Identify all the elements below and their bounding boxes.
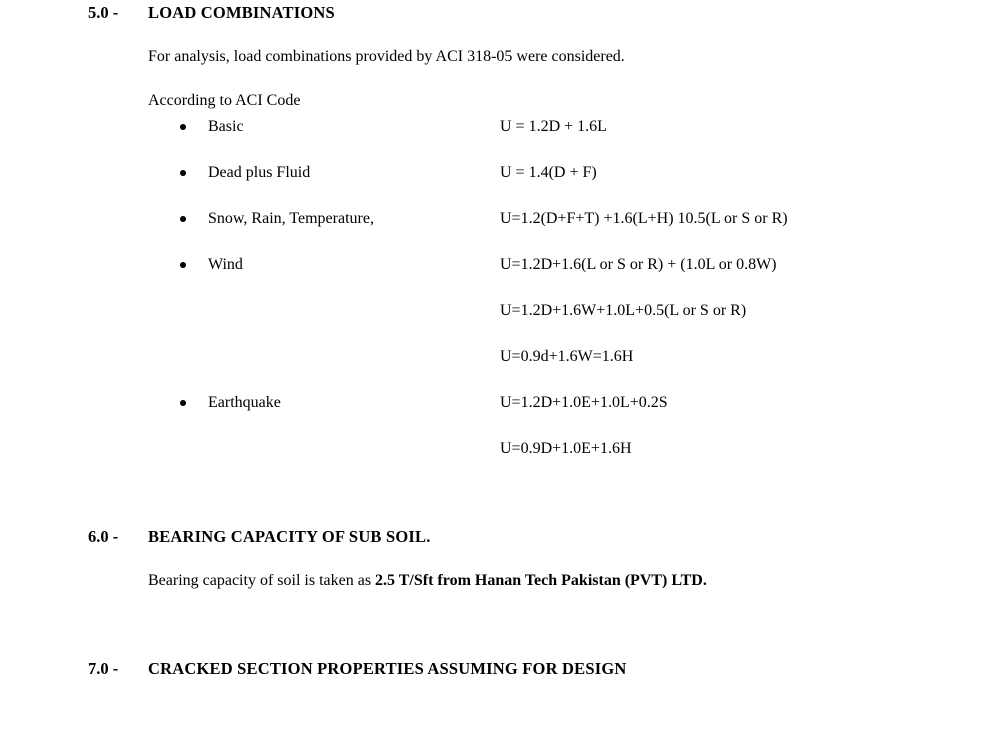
combination-label: Earthquake bbox=[208, 394, 281, 411]
bearing-capacity-text-bold: 2.5 T/Sft from Hanan Tech Pakistan (PVT) LTD. bbox=[375, 572, 707, 589]
list-item bbox=[148, 208, 940, 230]
combination-formula: U = 1.4(D + F) bbox=[500, 164, 597, 181]
bullet-icon bbox=[180, 392, 208, 406]
bullet-icon bbox=[180, 254, 208, 268]
section-heading bbox=[88, 658, 940, 680]
combination-formula: U=0.9D+1.0E+1.6H bbox=[500, 440, 632, 457]
bullet-spacer bbox=[180, 346, 208, 354]
bearing-capacity-text-normal: Bearing capacity of soil is taken as bbox=[148, 572, 376, 589]
section-title: LOAD COMBINATIONS bbox=[148, 3, 335, 22]
section-bearing-capacity bbox=[88, 526, 940, 592]
section-number: 5.0 - bbox=[88, 3, 119, 22]
bullet-spacer bbox=[180, 438, 208, 446]
bullet-icon bbox=[180, 162, 208, 176]
section-content bbox=[148, 570, 940, 592]
list-item bbox=[148, 392, 940, 414]
combination-formula: U=1.2D+1.6(L or S or R) + (1.0L or 0.8W) bbox=[500, 256, 777, 273]
list-item-continuation bbox=[148, 438, 940, 460]
list-item-continuation bbox=[148, 300, 940, 322]
combination-formula: U=1.2D+1.0E+1.0L+0.2S bbox=[500, 394, 668, 411]
section-title: CRACKED SECTION PROPERTIES ASSUMING FOR DESIGN bbox=[148, 659, 627, 678]
aci-code-subheading: According to ACI Code bbox=[148, 92, 301, 109]
combination-label: Snow, Rain, Temperature, bbox=[208, 210, 374, 227]
section-load-combinations bbox=[88, 2, 940, 460]
list-item bbox=[148, 254, 940, 276]
bullet-icon bbox=[180, 116, 208, 130]
list-item bbox=[148, 162, 940, 184]
combination-formula: U=1.2D+1.6W+1.0L+0.5(L or S or R) bbox=[500, 302, 747, 319]
list-item-continuation bbox=[148, 346, 940, 368]
section-heading bbox=[88, 526, 940, 548]
section-number: 6.0 - bbox=[88, 527, 119, 546]
section-title: BEARING CAPACITY OF SUB SOIL. bbox=[148, 527, 431, 546]
section-cracked-properties bbox=[88, 658, 940, 680]
combination-formula: U = 1.2D + 1.6L bbox=[500, 118, 607, 135]
bearing-capacity-text bbox=[148, 570, 940, 592]
combination-formula: U=1.2(D+F+T) +1.6(L+H) 10.5(L or S or R) bbox=[500, 210, 788, 227]
list-item bbox=[148, 116, 940, 138]
load-combination-list bbox=[148, 116, 940, 460]
section-number: 7.0 - bbox=[88, 659, 119, 678]
section-content bbox=[148, 46, 940, 460]
combination-label: Dead plus Fluid bbox=[208, 164, 311, 181]
section-heading bbox=[88, 2, 940, 24]
combination-label: Basic bbox=[208, 118, 244, 135]
intro-paragraph: For analysis, load combinations provided by ACI 318-05 were considered. bbox=[148, 48, 625, 65]
bullet-icon bbox=[180, 208, 208, 222]
combination-formula: U=0.9d+1.6W=1.6H bbox=[500, 348, 634, 365]
combination-label: Wind bbox=[208, 256, 243, 273]
bullet-spacer bbox=[180, 300, 208, 308]
